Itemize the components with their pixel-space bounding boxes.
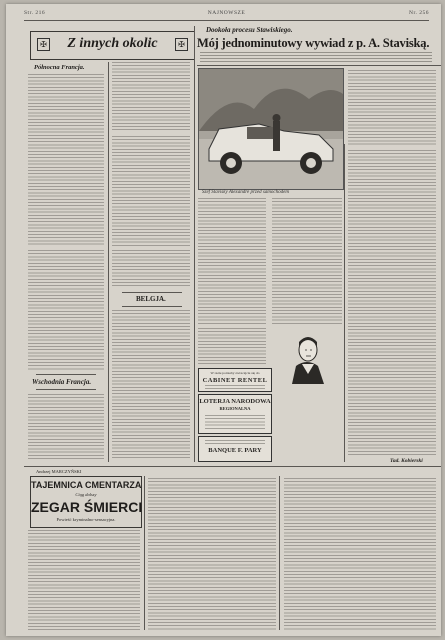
issue-number: Nr. 256 <box>409 10 429 16</box>
portrait-sketch-image <box>272 330 342 384</box>
serial-continuation: Ciąg dalszy <box>75 492 97 497</box>
body-text-block <box>348 70 436 146</box>
article-title: Mój jednominutowy wywiad z p. A. Staviską. <box>197 36 430 50</box>
column-rule <box>344 144 345 462</box>
body-text-block <box>284 478 436 630</box>
body-text-block <box>28 74 104 246</box>
divider <box>122 292 182 293</box>
article-kicker: Dookoła procesu Stawiskiego. <box>206 26 293 34</box>
serial-title-1: TAJEMNICA CMENTARZA <box>31 480 142 490</box>
divider <box>197 65 441 66</box>
body-text-block <box>348 150 436 456</box>
column-rule <box>144 476 145 630</box>
body-text-block <box>148 478 276 630</box>
newspaper-page <box>6 4 441 636</box>
divider <box>36 374 96 375</box>
header-rule <box>24 20 429 21</box>
body-text-block <box>272 198 342 324</box>
heading-polnocna-francja: Północna Francja. <box>34 64 85 71</box>
ad-name: BANQUE F. PARY <box>208 447 262 454</box>
ad-name: CABINET RENTEL <box>202 377 268 384</box>
body-text-block <box>28 394 104 460</box>
ad-detail-lines <box>205 385 265 389</box>
section-title: Z innych okolic <box>67 36 158 51</box>
body-text-block <box>112 250 190 288</box>
masthead: NAJNOWSZE <box>207 10 246 16</box>
author-signature: Tad. Kobierski <box>390 458 423 464</box>
article-photo <box>198 68 344 190</box>
running-header <box>24 10 429 18</box>
column-rule <box>194 26 195 462</box>
body-text-block <box>198 198 266 324</box>
heading-wschodnia-francja: Wschodnia Francja. <box>32 378 92 386</box>
portrait-drawing <box>272 330 342 384</box>
serial-title-box <box>30 476 142 528</box>
car-photo-image <box>199 69 343 189</box>
ornament-icon: ✠ <box>175 38 188 51</box>
divider <box>122 306 182 307</box>
serial-subtitle: Powieść kryminalno-sensacyjna. <box>56 517 116 522</box>
column-rule <box>279 476 280 630</box>
ad-cabinet-rentel <box>198 368 272 392</box>
ad-name: LOTERJA NARODOWA <box>199 398 271 405</box>
divider <box>36 389 96 390</box>
ad-loterja-narodowa <box>198 394 272 434</box>
photo-caption: Szef Stavisky Alexandre przed samochodem <box>202 190 289 195</box>
ad-banque-pary <box>198 436 272 462</box>
ad-subtitle: REGIONALNA <box>219 406 251 411</box>
page-number: Str. 216 <box>24 10 46 16</box>
body-text-block <box>112 62 190 132</box>
ad-small-text: W razie potrzeby zwracajcie się do <box>210 371 260 375</box>
article-lead <box>200 52 432 62</box>
serial-author: Andrzej MARCZYŃSKI <box>36 469 82 474</box>
section-box <box>30 31 195 60</box>
body-text-block <box>112 310 190 460</box>
body-text-block <box>28 250 104 370</box>
body-text-block <box>198 328 266 366</box>
serial-title-2: ZEGAR ŚMIERCI <box>31 499 143 515</box>
heading-belgia: BELGJA. <box>136 295 166 303</box>
column-rule <box>108 62 109 462</box>
ad-detail-lines <box>205 440 265 445</box>
ornament-icon: ✠ <box>37 38 50 51</box>
body-text-block <box>112 136 190 246</box>
ad-detail-lines <box>205 415 265 430</box>
section-rule <box>24 466 441 467</box>
body-text-block <box>28 530 140 630</box>
